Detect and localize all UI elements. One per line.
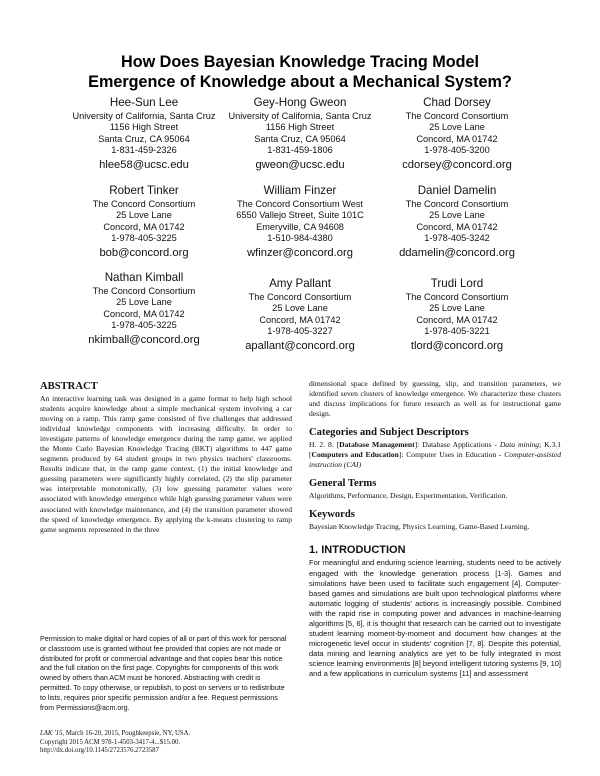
categories-heading: Categories and Subject Descriptors [309, 427, 469, 439]
author-affiliation: University of California, Santa Cruz [228, 111, 372, 121]
author-address: 25 Love Lane [429, 210, 485, 221]
author-name: Nathan Kimball [104, 271, 184, 284]
author-city: Concord, MA 01742 [259, 314, 341, 325]
author-affiliation: The Concord Consortium West [237, 199, 363, 209]
author-email[interactable]: cdorsey@concord.org [402, 158, 512, 171]
right-column [309, 379, 561, 680]
author-phone: 1-978-405-3225 [111, 233, 177, 244]
author-city: Concord, MA 01742 [416, 221, 498, 232]
keywords-heading: Keywords [309, 509, 355, 521]
author-name: Daniel Damelin [417, 184, 497, 197]
author-name: Robert Tinker [109, 184, 179, 197]
author-phone: 1-831-459-1806 [267, 145, 333, 156]
author-affiliation: The Concord Consortium [92, 286, 196, 296]
author-email[interactable]: hlee58@ucsc.edu [99, 158, 189, 171]
author-email[interactable]: ddamelin@concord.org [399, 246, 515, 259]
categories-part: H. 2. 8. [ [309, 440, 340, 450]
abstract-text: An interactive learning task was designed in a game format to help high school students acquire knowledge about a simple mechanical system involving a car moving on a ramp. This ramp game consisted of five challenges that addressed individual knowledge components with increasing difficulty. In order to investigate patterns of knowledge emergence during the ramp game, we applied the Monte Carlo Bayesian Knowledge Tracing (BKT) algorithms to 447 game segments produced by 64 student groups in two physics teachers' classrooms. Results indicate that, in the ramp game context, (1) the initial knowledge and guessing parameters were significantly highly correlated, (2) the slip parameter was interpretable monotonically, (3) low guessing parameter values were associated with knowledge emergence while high guessing parameter values were associated with knowledge maintenance, and (4) the transition parameter showed the speed of knowledge emergence. By applying the k-means clustering to ramp game segments represented in the three [40, 394, 292, 534]
keywords-text: Bayesian Knowledge Tracing, Physics Learning, Game-Based Learning. [309, 522, 530, 532]
author-address: 25 Love Lane [272, 303, 328, 314]
author-address: 25 Love Lane [429, 122, 485, 133]
permission-notice: Permission to make digital or hard copies of all or part of this work for personal or classroom use is granted without fee provided that copies are not made or distributed for profit or commercial advantage and that copies bear this notice and the full citation on the first page. Copyrights for components of this work owned by others than ACM must be honored. Abstracting with credit is permitted. To copy otherwise, or republish, to post on servers or to redistribute to lists, requires prior specific permission and/or a fee. Request permissions from Permissions@acm.org. [40, 635, 287, 712]
categories-text [309, 440, 561, 470]
categories-part: ; K.3.1 [ [309, 440, 561, 460]
author-city: Concord, MA 01742 [416, 314, 498, 325]
author-affiliation: University of California, Santa Cruz [72, 111, 216, 121]
title-line-2: Emergence of Knowledge about a Mechanical System? [88, 73, 512, 91]
author-address: 1156 High Street [109, 122, 179, 133]
author-name: Trudi Lord [430, 277, 484, 290]
author-city: Concord, MA 01742 [103, 308, 185, 319]
author-phone: 1-510-984-4380 [267, 233, 333, 244]
author-email[interactable]: wfinzer@concord.org [247, 246, 353, 259]
author-email[interactable]: apallant@concord.org [245, 339, 355, 352]
categories-italic: Data mining [499, 440, 540, 450]
author-address: 25 Love Lane [116, 210, 172, 221]
author-phone: 1-978-405-3225 [111, 320, 177, 331]
copyright-footer [40, 730, 292, 756]
categories-bold: Computers and Education [311, 450, 399, 460]
author-name: Chad Dorsey [423, 96, 491, 109]
introduction-text: For meaningful and enduring science learning, students need to be actively engaged with the knowledge generation process [1-3]. Games and simulations have been used to facilitate such engagement [4]. Computer-based games and simulations are built upon technological platforms where automatic logging of students' actions is increasingly possible. Combined with the rapid rise in computing power and advances in machine-learning algorithms [5, 6], it is thought that research can be carried out to investigate student learning moment-by-moment and document how changes at the microgenetic level occur in students' cognition [7, 8]. Despite this potential, data mining and learning analytics are yet to be fully integrated in most science learning environments [8] beyond intelligent tutoring systems [9, 10] and a few applications in curriculum systems [11] and assessment [309, 558, 561, 679]
categories-part: ]: Computer Uses in Education - [398, 450, 505, 460]
author-address: 1156 High Street [265, 122, 335, 133]
author-phone: 1-978-405-3221 [424, 326, 490, 337]
general-terms-heading: General Terms [309, 478, 377, 490]
author-city: Emeryville, CA 94608 [256, 221, 344, 232]
categories-bold: Database Management [339, 440, 415, 450]
author-email[interactable]: gweon@ucsc.edu [255, 158, 345, 171]
author-address: 25 Love Lane [116, 297, 172, 308]
author-email[interactable]: bob@concord.org [99, 246, 189, 259]
author-affiliation: The Concord Consortium [405, 292, 509, 302]
introduction-heading: 1. INTRODUCTION [309, 544, 406, 557]
author-name: Hee-Sun Lee [109, 96, 179, 109]
paper-title [40, 52, 560, 92]
author-affiliation: The Concord Consortium [92, 199, 196, 209]
author-block [364, 96, 550, 172]
author-name: William Finzer [263, 184, 337, 197]
author-email[interactable]: nkimball@concord.org [88, 333, 200, 346]
conference-name: LAK '15 [40, 730, 63, 737]
author-phone: 1-978-405-3227 [267, 326, 333, 337]
conference-line [40, 730, 292, 739]
categories-part: ]: Database Applications - [414, 440, 500, 450]
title-line-1: How Does Bayesian Knowledge Tracing Model [121, 53, 479, 71]
author-name: Amy Pallant [269, 277, 331, 290]
author-phone: 1-831-459-2326 [111, 145, 177, 156]
author-affiliation: The Concord Consortium [405, 111, 509, 121]
author-block [364, 277, 550, 353]
author-phone: 1-978-405-3242 [424, 233, 490, 244]
author-address: 6550 Vallejo Street, Suite 101C [236, 210, 364, 221]
author-phone: 1-978-405-3200 [424, 145, 490, 156]
author-block [364, 184, 550, 260]
author-city: Concord, MA 01742 [103, 221, 185, 232]
abstract-continued: dimensional space defined by guessing, slip, and transition parameters, we identified seven clusters of knowledge emergence. We characterize these clusters and discuss implications for future research as well as for instructional game design. [309, 379, 561, 419]
copyright-line: Copyright 2015 ACM 978-1-4503-3417-4...$15.00. [40, 738, 181, 746]
doi-link[interactable]: http://dx.doi.org/10.1145/2723576.2723587 [40, 747, 159, 755]
author-name: Gey-Hong Gweon [253, 96, 347, 109]
abstract-heading: ABSTRACT [40, 381, 98, 392]
conference-details: , March 16-20, 2015, Poughkeepsie, NY, USA. [62, 730, 191, 737]
general-terms-text: Algorithms, Performance, Design, Experimentation, Verification. [309, 491, 508, 501]
author-affiliation: The Concord Consortium [405, 199, 509, 209]
author-affiliation: The Concord Consortium [248, 292, 352, 302]
author-email[interactable]: tlord@concord.org [410, 339, 504, 352]
author-address: 25 Love Lane [429, 303, 485, 314]
author-city: Santa Cruz, CA 95064 [254, 133, 346, 144]
author-city: Concord, MA 01742 [416, 133, 498, 144]
left-column [40, 380, 292, 535]
categories-italic: Computer-assisted instruction (CAI) [309, 450, 562, 470]
author-city: Santa Cruz, CA 95064 [98, 133, 190, 144]
